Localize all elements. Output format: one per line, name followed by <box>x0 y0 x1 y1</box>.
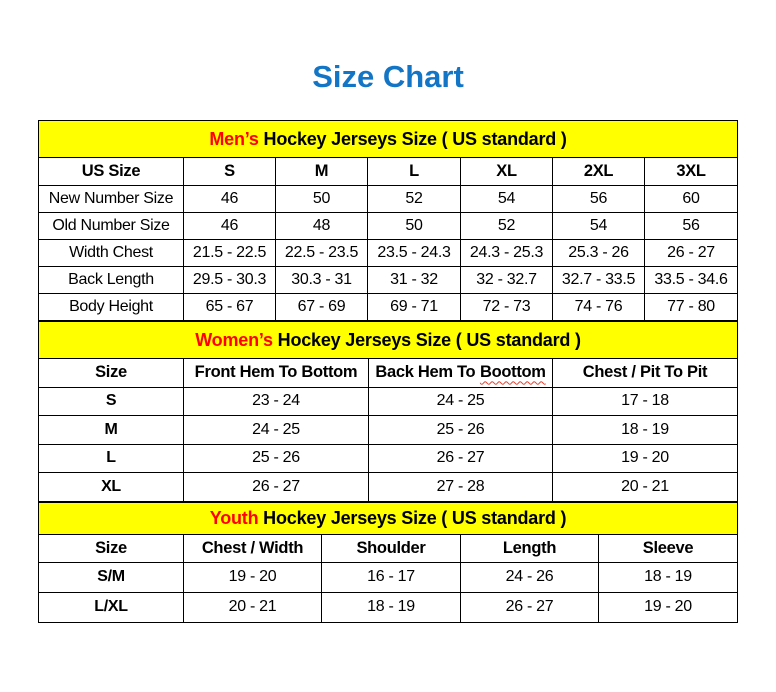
table-cell: 77 - 80 <box>645 294 738 321</box>
table-cell: 18 - 19 <box>553 416 738 445</box>
table-cell: 65 - 67 <box>184 294 276 321</box>
table-cell: 60 <box>645 186 738 213</box>
table-cell: 56 <box>553 186 645 213</box>
row-label: L/XL <box>39 592 184 622</box>
table-cell: 52 <box>461 213 553 240</box>
column-header: M <box>276 158 368 186</box>
row-label: New Number Size <box>39 186 184 213</box>
column-header: XL <box>461 158 553 186</box>
table-cell: 18 - 19 <box>322 592 461 622</box>
table-row <box>39 267 738 294</box>
column-header: Chest / Width <box>184 534 322 562</box>
table-cell: 50 <box>368 213 461 240</box>
table-cell: 24 - 26 <box>461 562 599 592</box>
row-label: L <box>39 444 184 473</box>
table-cell: 25.3 - 26 <box>553 240 645 267</box>
row-label: M <box>39 416 184 445</box>
table-row <box>39 473 738 502</box>
table-cell: 32.7 - 33.5 <box>553 267 645 294</box>
table-cell: 19 - 20 <box>553 444 738 473</box>
youth-banner-text: Hockey Jerseys Size ( US standard ) <box>258 507 567 528</box>
mens-banner-label <box>39 121 738 158</box>
table-cell: 19 - 20 <box>599 592 738 622</box>
table-cell: 22.5 - 23.5 <box>276 240 368 267</box>
table-cell: 31 - 32 <box>368 267 461 294</box>
table-cell: 50 <box>276 186 368 213</box>
row-label: S/M <box>39 562 184 592</box>
column-header-misspelled <box>369 359 553 388</box>
table-cell: 25 - 26 <box>369 416 553 445</box>
row-label: Body Height <box>39 294 184 321</box>
table-cell: 23 - 24 <box>184 387 369 416</box>
table-cell: 18 - 19 <box>599 562 738 592</box>
table-cell: 24.3 - 25.3 <box>461 240 553 267</box>
size-chart-container <box>38 120 737 623</box>
column-header: L <box>368 158 461 186</box>
column-header: S <box>184 158 276 186</box>
mens-banner-text: Hockey Jerseys Size ( US standard ) <box>258 128 567 149</box>
table-cell: 33.5 - 34.6 <box>645 267 738 294</box>
back-hem-prefix: Back Hem To <box>375 363 476 382</box>
table-cell: 30.3 - 31 <box>276 267 368 294</box>
mens-header-row <box>39 158 738 186</box>
misspelled-word: Boottom <box>479 363 546 382</box>
table-cell: 26 - 27 <box>369 444 553 473</box>
table-cell: 25 - 26 <box>184 444 369 473</box>
row-label: Old Number Size <box>39 213 184 240</box>
table-row <box>39 186 738 213</box>
column-header: Size <box>39 534 184 562</box>
column-header: Sleeve <box>599 534 738 562</box>
womens-banner-label <box>39 322 738 359</box>
table-row <box>39 387 738 416</box>
row-label: XL <box>39 473 184 502</box>
table-cell: 24 - 25 <box>369 387 553 416</box>
table-cell: 24 - 25 <box>184 416 369 445</box>
table-row <box>39 444 738 473</box>
column-header: 3XL <box>645 158 738 186</box>
column-header: US Size <box>39 158 184 186</box>
mens-banner-accent: Men’s <box>209 128 259 149</box>
table-row <box>39 294 738 321</box>
womens-header-row <box>39 359 738 388</box>
column-header: Shoulder <box>322 534 461 562</box>
table-cell: 56 <box>645 213 738 240</box>
table-cell: 48 <box>276 213 368 240</box>
table-cell: 46 <box>184 186 276 213</box>
womens-size-table <box>38 321 738 502</box>
column-header: Chest / Pit To Pit <box>553 359 738 388</box>
womens-banner-accent: Women’s <box>195 329 273 350</box>
table-cell: 16 - 17 <box>322 562 461 592</box>
table-cell: 23.5 - 24.3 <box>368 240 461 267</box>
table-cell: 46 <box>184 213 276 240</box>
youth-section-banner <box>39 502 738 534</box>
column-header: 2XL <box>553 158 645 186</box>
table-cell: 54 <box>553 213 645 240</box>
table-cell: 54 <box>461 186 553 213</box>
table-cell: 26 - 27 <box>184 473 369 502</box>
table-cell: 69 - 71 <box>368 294 461 321</box>
womens-section-banner <box>39 322 738 359</box>
column-header: Front Hem To Bottom <box>184 359 369 388</box>
table-cell: 21.5 - 22.5 <box>184 240 276 267</box>
table-cell: 17 - 18 <box>553 387 738 416</box>
table-cell: 26 - 27 <box>461 592 599 622</box>
table-cell: 74 - 76 <box>553 294 645 321</box>
table-cell: 67 - 69 <box>276 294 368 321</box>
table-row <box>39 240 738 267</box>
table-cell: 52 <box>368 186 461 213</box>
table-row <box>39 562 738 592</box>
table-cell: 32 - 32.7 <box>461 267 553 294</box>
row-label: S <box>39 387 184 416</box>
table-cell: 19 - 20 <box>184 562 322 592</box>
mens-size-table <box>38 120 738 321</box>
table-cell: 20 - 21 <box>184 592 322 622</box>
table-row <box>39 213 738 240</box>
column-header: Size <box>39 359 184 388</box>
youth-banner-accent: Youth <box>209 507 259 528</box>
womens-banner-text: Hockey Jerseys Size ( US standard ) <box>272 329 581 350</box>
youth-banner-label <box>39 502 738 534</box>
youth-header-row <box>39 534 738 562</box>
youth-size-table <box>38 502 738 623</box>
table-cell: 29.5 - 30.3 <box>184 267 276 294</box>
table-row <box>39 416 738 445</box>
row-label: Back Length <box>39 267 184 294</box>
table-row <box>39 592 738 622</box>
table-cell: 20 - 21 <box>553 473 738 502</box>
mens-section-banner <box>39 121 738 158</box>
table-cell: 27 - 28 <box>369 473 553 502</box>
table-cell: 26 - 27 <box>645 240 738 267</box>
row-label: Width Chest <box>39 240 184 267</box>
column-header: Length <box>461 534 599 562</box>
page-title: Size Chart <box>312 59 464 94</box>
table-cell: 72 - 73 <box>461 294 553 321</box>
